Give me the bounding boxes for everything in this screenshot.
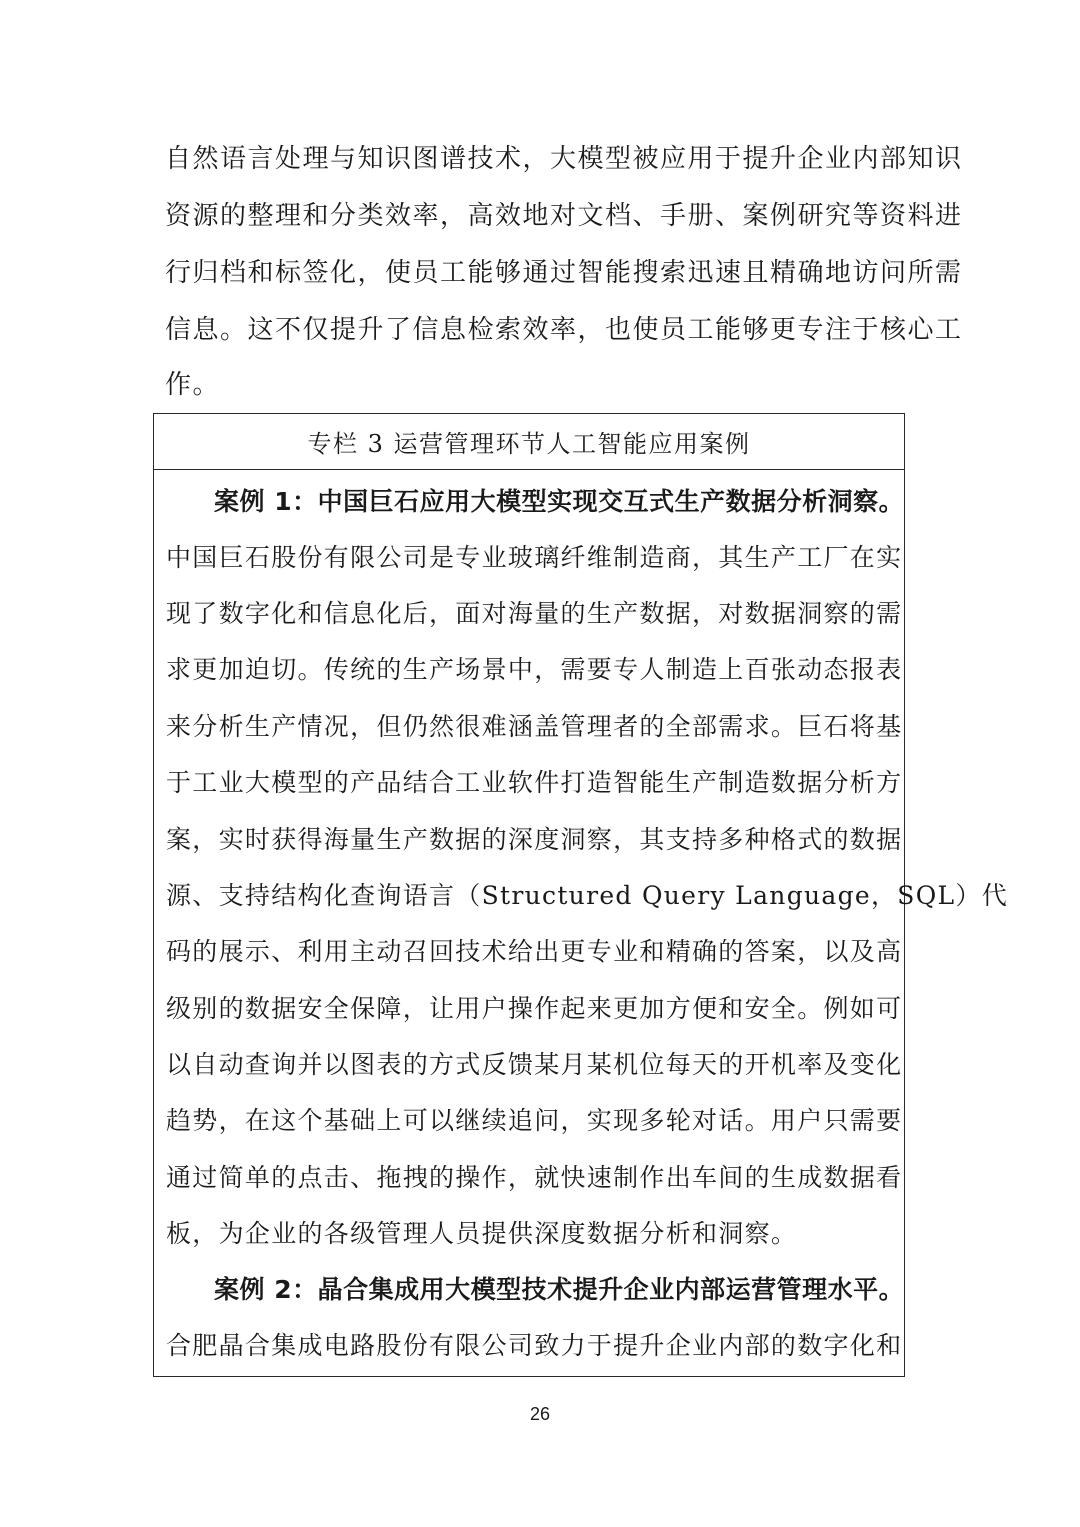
case1-line: 源、支持结构化查询语言（Structured Query Language，SQL）代: [166, 881, 1009, 910]
case1-line: 中国巨石股份有限公司是专业玻璃纤维制造商，其生产工厂在实: [166, 543, 903, 572]
page-number: 26: [529, 1404, 551, 1424]
case1-title: 案例 1：中国巨石应用大模型实现交互式生产数据分析洞察。: [214, 487, 905, 516]
case1-line: 来分析生产情况，但仍然很难涵盖管理者的全部需求。巨石将基: [166, 712, 903, 741]
case1-line: 求更加迫切。传统的生产场景中，需要专人制造上百张动态报表: [166, 655, 903, 684]
intro-line: 行归档和标签化，使员工能够通过智能搜索迅速且精确地访问所需: [165, 258, 963, 288]
case1-line: 现了数字化和信息化后，面对海量的生产数据，对数据洞察的需: [166, 599, 903, 628]
case1-line: 级别的数据安全保障，让用户操作起来更加方便和安全。例如可: [166, 994, 903, 1023]
intro-line: 信息。这不仅提升了信息检索效率，也使员工能够更专注于核心工: [165, 315, 963, 345]
case2-line: 合肥晶合集成电路股份有限公司致力于提升企业内部的数字化和: [166, 1331, 903, 1360]
case2-title: 案例 2：晶合集成用大模型技术提升企业内部运营管理水平。: [214, 1275, 905, 1304]
case1-line: 板，为企业的各级管理人员提供深度数据分析和洞察。: [166, 1219, 798, 1248]
case1-line: 趋势，在这个基础上可以继续追问，实现多轮对话。用户只需要: [166, 1106, 903, 1135]
intro-line: 作。: [165, 370, 221, 400]
case1-line: 以自动查询并以图表的方式反馈某月某机位每天的开机率及变化: [166, 1050, 903, 1079]
case1-line: 案，实时获得海量生产数据的深度洞察，其支持多种格式的数据: [166, 825, 903, 854]
intro-line: 资源的整理和分类效率，高效地对文档、手册、案例研究等资料进: [165, 201, 963, 231]
column-title: 专栏 3 运营管理环节人工智能应用案例: [154, 414, 904, 470]
intro-line: 自然语言处理与知识图谱技术，大模型被应用于提升企业内部知识: [165, 144, 963, 174]
case1-line: 码的展示、利用主动召回技术给出更专业和精确的答案，以及高: [166, 937, 903, 966]
column-box: [153, 413, 1009, 1377]
case1-line: 通过简单的点击、拖拽的操作，就快速制作出车间的生成数据看: [166, 1163, 903, 1192]
case1-line: 于工业大模型的产品结合工业软件打造智能生产制造数据分析方: [166, 768, 903, 797]
